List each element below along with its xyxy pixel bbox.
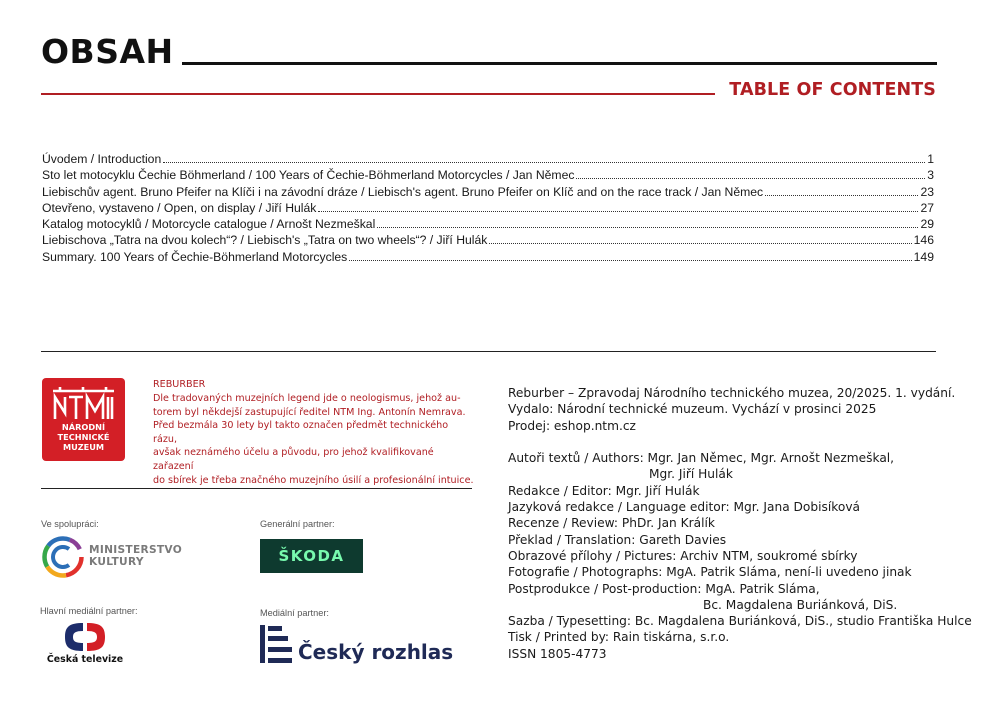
toc-entry-page: 29 <box>920 217 934 232</box>
toc-entry-page: 1 <box>927 152 934 166</box>
cooperation-label: Ve spolupráci: <box>41 519 99 529</box>
toc-entry[interactable] <box>42 151 934 167</box>
toc-entry[interactable] <box>42 249 934 265</box>
toc-entry-title: Otevřeno, vystaveno / Open, on display / Jiří Hulák <box>42 200 317 215</box>
skoda-logo: ŠKODA <box>260 539 363 573</box>
toc-entry-page: 3 <box>927 168 934 183</box>
toc-entry-page: 146 <box>913 233 934 248</box>
partners-divider <box>41 488 472 489</box>
ministry-line: KULTURY <box>89 556 144 568</box>
cesky-rozhlas-logo-icon <box>260 625 292 663</box>
colophon-line: Fotografie / Photographs: MgA. Patrik Sláma, není-li uvedeno jinak <box>508 565 912 580</box>
dot-leader <box>377 227 918 228</box>
colophon-line: Vydalo: Národní technické muzeum. Vychází v prosinci 2025 <box>508 402 877 417</box>
dot-leader <box>163 162 925 163</box>
toc-entry-title: Liebischův agent. Bruno Pfeifer na Klíči i na závodní dráze / Liebisch's agent. Bruno Pfeifer on Klíč and on the race track / Jan Němec <box>42 184 764 199</box>
page-subtitle: TABLE OF CONTENTS <box>729 80 936 100</box>
reburber-line: avšak neznámého účelu a původu, pro jehož kvalifikované zařazení <box>153 447 434 472</box>
media-partner-label: Mediální partner: <box>260 608 329 618</box>
reburber-line: torem byl někdejší zastupující ředitel NTM Ing. Antonín Nemrava. <box>153 406 466 418</box>
ntm-logo-line: NÁRODNÍ <box>61 422 106 432</box>
ntm-monogram-icon <box>51 385 116 421</box>
colophon-line: Autoři textů / Authors: Mgr. Jan Němec, Mgr. Arnošt Nezmeškal, <box>508 451 895 466</box>
subtitle-rule <box>41 93 715 95</box>
reburber-line: do sbírek je třeba značného muzejního úsilí a profesionální intuice. <box>153 474 474 486</box>
colophon-line: Reburber – Zpravodaj Národního technického muzea, 20/2025. 1. vydání. <box>508 386 956 400</box>
ntm-logo <box>42 378 125 461</box>
reburber-line: Před bezmála 30 lety byl takto označen předmět technického rázu, <box>153 420 449 445</box>
main-media-partner-label: Hlavní mediální partner: <box>40 606 138 616</box>
section-divider <box>41 351 936 352</box>
title-rule <box>182 62 937 65</box>
toc-entry[interactable] <box>42 216 934 232</box>
ntm-logo-line: TECHNICKÉ <box>57 432 110 442</box>
colophon-line: Bc. Magdalena Buriánková, DiS. <box>703 597 898 612</box>
colophon-line: Jazyková redakce / Language editor: Mgr. Jana Dobisíková <box>508 500 860 515</box>
toc-entry-title: Úvodem / Introduction <box>42 152 162 166</box>
dot-leader <box>349 260 911 261</box>
toc-entry-page: 149 <box>913 249 934 264</box>
page-title: OBSAH <box>41 32 174 71</box>
general-partner-label: Generální partner: <box>260 519 335 529</box>
colophon-line: Redakce / Editor: Mgr. Jiří Hulák <box>508 483 700 498</box>
ministry-name <box>89 544 182 568</box>
ceska-televize-logo-icon <box>63 621 107 653</box>
colophon-line: Mgr. Jiří Hulák <box>649 467 733 482</box>
table-of-contents <box>42 151 934 265</box>
toc-entry-title: Summary. 100 Years of Čechie-Böhmerland Motorcycles <box>42 249 348 264</box>
reburber-description <box>153 392 475 487</box>
toc-entry-title: Katalog motocyklů / Motorcycle catalogue / Arnošt Nezmeškal <box>42 217 376 232</box>
colophon-line: Překlad / Translation: Gareth Davies <box>508 532 727 547</box>
colophon-line: Recenze / Review: PhDr. Jan Králík <box>508 516 715 531</box>
toc-entry-title: Sto let motocyklu Čechie Böhmerland / 100 Years of Čechie-Böhmerland Motorcycles / Jan Němec <box>42 168 575 183</box>
ntm-logo-line: MUZEUM <box>62 442 105 452</box>
toc-entry-page: 27 <box>920 200 934 215</box>
toc-entry-title: Liebischova „Tatra na dvou kolech“? / Liebisch's „Tatra on two wheels“? / Jiří Hulák <box>42 233 488 248</box>
toc-entry[interactable] <box>42 167 934 183</box>
toc-entry[interactable] <box>42 184 934 200</box>
colophon-line: Postprodukce / Post-production: MgA. Patrik Sláma, <box>508 581 820 596</box>
ministry-line: MINISTERSTVO <box>89 544 183 556</box>
colophon-line: Sazba / Typesetting: Bc. Magdalena Buriánková, DiS., studio Františka Hulce <box>508 614 972 629</box>
colophon-line: Obrazové přílohy / Pictures: Archiv NTM, soukromé sbírky <box>508 548 858 563</box>
toc-entry[interactable] <box>42 200 934 216</box>
ministry-of-culture-logo-icon <box>41 535 85 579</box>
ceska-televize-name: Česká televize <box>46 654 124 665</box>
dot-leader <box>765 195 918 196</box>
toc-entry-page: 23 <box>920 184 934 199</box>
toc-entry[interactable] <box>42 232 934 248</box>
dot-leader <box>318 211 918 212</box>
cesky-rozhlas-name: Český rozhlas <box>298 640 454 664</box>
colophon-line: Prodej: eshop.ntm.cz <box>508 418 636 433</box>
colophon <box>508 385 978 662</box>
colophon-line: ISSN 1805-4773 <box>508 646 607 661</box>
colophon-spacer <box>508 434 978 450</box>
reburber-heading: REBURBER <box>153 379 206 390</box>
reburber-line: Dle tradovaných muzejních legend jde o neologismus, jehož au- <box>153 393 461 404</box>
dot-leader <box>489 243 911 244</box>
dot-leader <box>576 178 925 179</box>
colophon-line: Tisk / Printed by: Rain tiskárna, s.r.o. <box>508 630 730 645</box>
